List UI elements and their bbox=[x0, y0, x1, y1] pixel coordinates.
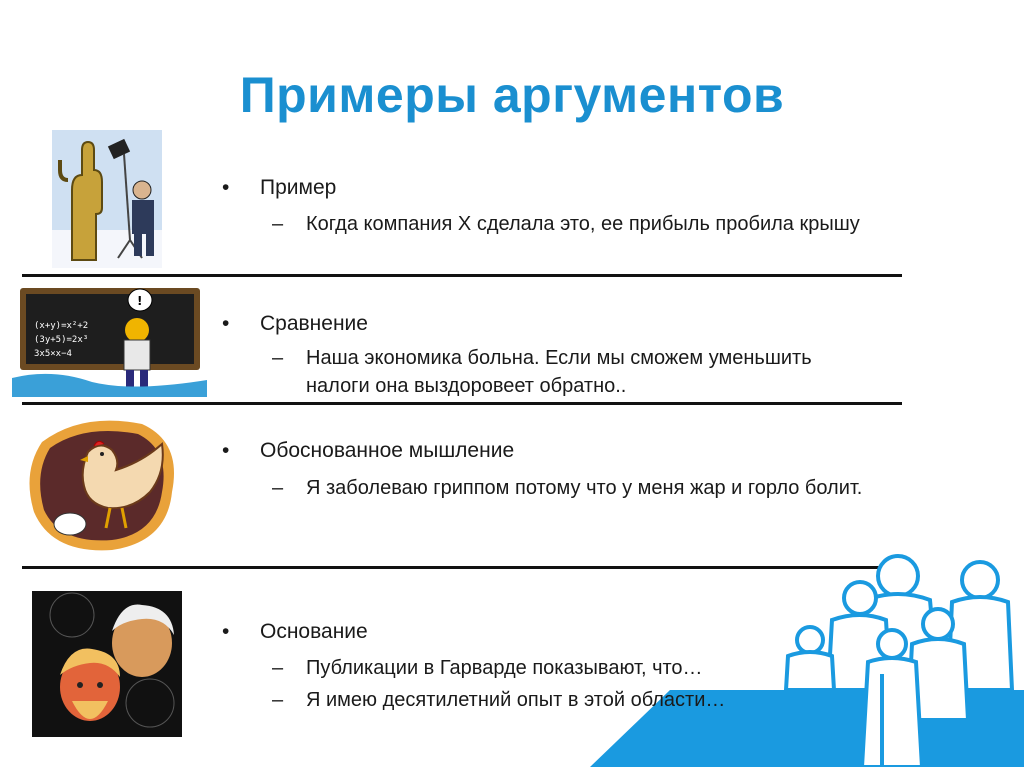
sub-bullet-text: Когда компания X сделала это, ее прибыль пробила крышу bbox=[306, 213, 860, 235]
dash-glyph: – bbox=[272, 657, 284, 679]
scientists-portrait-illustration bbox=[32, 591, 182, 737]
bullet-glyph: • bbox=[222, 176, 230, 199]
bullet-glyph: • bbox=[222, 439, 230, 462]
dash-glyph: – bbox=[272, 213, 284, 235]
bullet-heading bbox=[222, 620, 368, 644]
bullet-heading-text: Сравнение bbox=[260, 312, 368, 335]
dash-glyph: – bbox=[272, 689, 284, 711]
sub-bullet-text: Я заболеваю гриппом потому что у меня жар и горло болит. bbox=[306, 477, 863, 499]
section-divider bbox=[22, 402, 902, 405]
bullet-heading bbox=[222, 312, 368, 336]
bullet-heading bbox=[222, 176, 336, 200]
bullet-heading-text: Обоснованное мышление bbox=[260, 439, 515, 462]
chalkboard-math-illustration bbox=[12, 282, 207, 397]
chicken-and-egg-illustration bbox=[22, 412, 182, 554]
section-divider bbox=[22, 274, 902, 277]
bullet-heading bbox=[222, 439, 514, 463]
bullet-glyph: • bbox=[222, 312, 230, 335]
dash-glyph: – bbox=[272, 477, 284, 499]
svg-text:3x5×x−4: 3x5×x−4 bbox=[34, 349, 72, 359]
svg-text:(x+y)=x²+2: (x+y)=x²+2 bbox=[34, 321, 89, 331]
sub-bullet-text: Я имею десятилетний опыт в этой области… bbox=[306, 689, 726, 711]
cactus-dollar-spotlight-illustration bbox=[52, 130, 162, 268]
slide-title: Примеры аргументов bbox=[239, 67, 785, 123]
bullet-glyph: • bbox=[222, 620, 230, 643]
bullet-heading-text: Основание bbox=[260, 620, 368, 643]
sub-bullet bbox=[272, 210, 872, 238]
sub-bullet bbox=[272, 474, 872, 502]
sub-bullet bbox=[272, 344, 872, 400]
sub-bullet-text: Публикации в Гарварде показывают, что… bbox=[306, 657, 703, 679]
sub-bullet bbox=[272, 686, 872, 714]
svg-text:!: ! bbox=[137, 294, 143, 308]
dash-glyph: – bbox=[272, 347, 284, 369]
bullet-heading-text: Пример bbox=[260, 176, 337, 199]
sub-bullet bbox=[272, 654, 872, 682]
sub-bullet-text: Наша экономика больна. Если мы сможем уменьшить налоги она выздоровеет обратно.. bbox=[306, 347, 812, 397]
svg-text:(3y+5)=2x³: (3y+5)=2x³ bbox=[34, 335, 89, 345]
